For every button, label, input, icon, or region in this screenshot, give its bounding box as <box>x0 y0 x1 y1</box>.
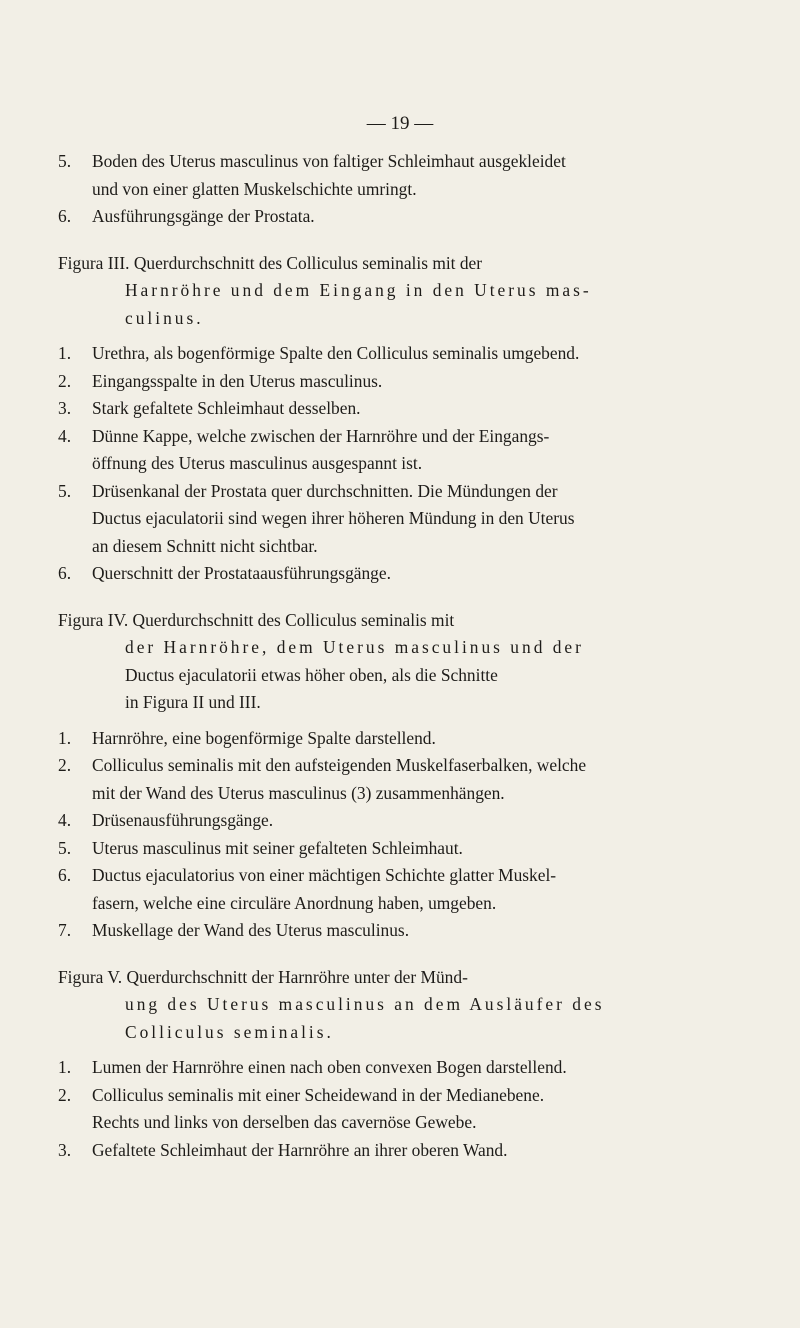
item-number: 1. <box>58 1057 72 1077</box>
item-text: mit der Wand des Uterus masculinus (3) zusammenhängen. <box>92 782 505 803</box>
item-text: Stark gefaltete Schleimhaut desselben. <box>92 398 361 418</box>
list-item <box>58 807 740 835</box>
list-top <box>58 148 740 231</box>
list-item <box>58 862 740 917</box>
list-item <box>58 423 740 478</box>
item-text: Harnröhre, eine bogenförmige Spalte darstellend. <box>92 727 436 748</box>
list-item <box>58 835 740 863</box>
item-text: und von einer glatten Muskelschichte umringt. <box>92 178 417 199</box>
list-item <box>58 725 740 753</box>
item-text: Colliculus seminalis mit den aufsteigenden Muskelfaserbalken, welche <box>92 755 587 775</box>
item-text: Drüsenausführungsgänge. <box>92 810 274 830</box>
item-number: 5. <box>58 837 72 858</box>
item-number: 1. <box>58 343 72 363</box>
item-number: 3. <box>58 1139 72 1160</box>
item-number: 2. <box>58 1084 72 1105</box>
list-item <box>58 148 740 203</box>
item-text: Dünne Kappe, welche zwischen der Harnröhre und der Eingangs- <box>92 425 550 446</box>
item-number: 3. <box>58 398 72 418</box>
list-item <box>58 395 740 423</box>
item-text: Boden des Uterus masculinus von faltiger Schleimhaut ausgekleidet <box>92 151 566 171</box>
list-item <box>58 917 740 945</box>
item-text: Gefaltete Schleimhaut der Harnröhre an ihrer oberen Wand. <box>92 1139 508 1160</box>
page-number-header: — 19 — <box>366 113 434 134</box>
item-text: Eingangsspalte in den Uterus masculinus. <box>92 370 383 391</box>
list-item <box>58 203 740 231</box>
figure-4-section <box>58 607 740 945</box>
item-number: 1. <box>58 727 72 748</box>
list-item <box>58 752 740 807</box>
item-number: 6. <box>58 563 72 583</box>
figure-title: Colliculus seminalis. <box>125 1021 334 1042</box>
item-number: 6. <box>58 206 72 226</box>
list-item <box>58 1082 740 1137</box>
item-number: 2. <box>58 370 72 391</box>
figure-5-section <box>58 964 740 1165</box>
item-number: 5. <box>58 480 72 501</box>
figure-title: in Figura II und III. <box>125 692 261 712</box>
item-text: Colliculus seminalis mit einer Scheidewand in der Medianebene. <box>92 1084 545 1105</box>
figure-title: Figura IV. Querdurchschnitt des Colliculus seminalis mit <box>58 609 455 630</box>
item-text: Querschnitt der Prostataausführungsgänge. <box>92 563 391 583</box>
list-item <box>58 478 740 561</box>
item-number: 6. <box>58 865 72 885</box>
figure-title: ung des Uterus masculinus an dem Ausläufer des <box>125 994 605 1014</box>
list-item <box>58 560 740 588</box>
item-text: Ductus ejaculatorius von einer mächtigen Schichte glatter Muskel- <box>92 865 557 885</box>
item-text: Uterus masculinus mit seiner gefalteten Schleimhaut. <box>92 837 463 858</box>
item-number: 4. <box>58 425 72 446</box>
figure-title: der Harnröhre, dem Uterus masculinus und der <box>125 637 584 657</box>
figure-title: Ductus ejaculatorii etwas höher oben, als die Schnitte <box>125 664 498 685</box>
figure-title: Figura V. Querdurchschnitt der Harnröhre unter der Münd- <box>58 966 468 987</box>
list-item <box>58 368 740 396</box>
item-text: Drüsenkanal der Prostata quer durchschnitten. Die Mündungen der <box>92 480 558 501</box>
list-item <box>58 1137 740 1165</box>
figure-title: culinus. <box>125 307 204 328</box>
item-text: Ausführungsgänge der Prostata. <box>92 206 315 226</box>
item-number: 2. <box>58 755 72 775</box>
item-text: Ductus ejaculatorii sind wegen ihrer höheren Mündung in den Uterus <box>92 508 575 528</box>
item-text: Rechts und links von derselben das cavernöse Gewebe. <box>92 1112 477 1132</box>
item-number: 5. <box>58 151 72 171</box>
figure-title: Figura III. Querdurchschnitt des Colliculus seminalis mit der <box>58 252 483 273</box>
item-text: Lumen der Harnröhre einen nach oben convexen Bogen darstellend. <box>92 1057 567 1077</box>
item-text: öffnung des Uterus masculinus ausgespannt ist. <box>92 453 423 473</box>
item-text: Urethra, als bogenförmige Spalte den Colliculus seminalis umgebend. <box>92 343 580 363</box>
figure-3-section <box>58 250 740 588</box>
item-text: fasern, welche eine circuläre Anordnung haben, umgeben. <box>92 892 497 913</box>
list-item <box>58 340 740 368</box>
list-item <box>58 1054 740 1082</box>
item-text: an diesem Schnitt nicht sichtbar. <box>92 535 318 556</box>
figure-title: Harnröhre und dem Eingang in den Uterus mas- <box>125 280 592 300</box>
item-number: 4. <box>58 810 72 830</box>
item-number: 7. <box>58 920 72 940</box>
item-text: Muskellage der Wand des Uterus masculinus. <box>92 920 410 940</box>
